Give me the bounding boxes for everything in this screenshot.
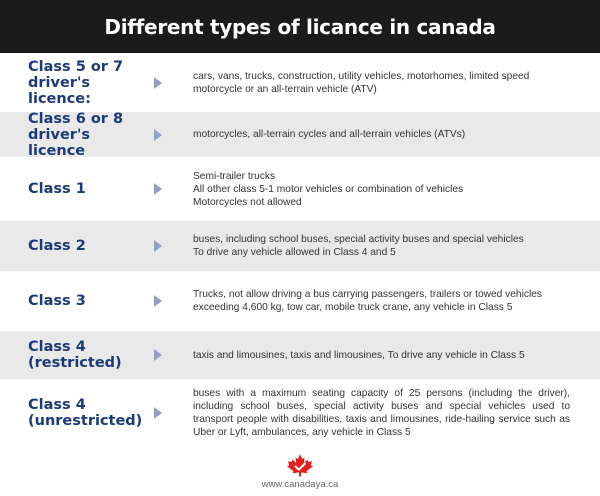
row-description	[193, 349, 570, 362]
row-description	[193, 288, 570, 314]
arrow-right-icon	[154, 77, 162, 89]
arrow-right-icon	[154, 295, 162, 307]
arrow-right-icon	[154, 407, 162, 419]
row-description-line: cars, vans, trucks, construction, utility vehicles, motorhomes, limited speed motorcycle or an all-terrain vehicle (ATV)	[193, 71, 530, 95]
row-description-line: Trucks, not allow driving a bus carrying passengers, trailers or towed vehicles exceeding 4,600 kg, tow car, mobile truck crane, any vehicle in Class 5	[193, 289, 542, 313]
arrow-right-icon	[154, 183, 162, 195]
row-description-line: To drive any vehicle allowed in Class 4 and 5	[193, 247, 396, 258]
site-url: www.canadaya.ca	[261, 479, 339, 490]
row-description-line: motorcycles, all-terrain cycles and all-terrain vehicles (ATVs)	[193, 129, 466, 140]
arrow-right-icon	[154, 349, 162, 361]
row-label	[0, 181, 150, 197]
licence-row-class-4-unrestricted	[0, 384, 600, 442]
row-label-line: driver's licence	[28, 126, 91, 159]
maple-leaf-logo-icon	[285, 453, 315, 477]
licence-row-class-1	[0, 163, 600, 215]
row-description	[193, 70, 570, 96]
row-description	[193, 233, 570, 259]
row-label	[0, 293, 150, 309]
row-label-line: (unrestricted)	[28, 413, 143, 429]
row-label-line: Class 1	[28, 181, 86, 197]
licence-row-class-2	[0, 221, 600, 271]
row-label-line: driver's licence:	[28, 75, 91, 107]
row-label	[0, 238, 150, 254]
licence-row-class-3	[0, 276, 600, 326]
row-label-line: Class 6 or 8	[28, 110, 124, 127]
row-description-line: Semi-trailer trucks	[193, 170, 276, 182]
licence-row-class-4-restricted	[0, 331, 600, 379]
row-label-line: Class 3	[28, 293, 86, 309]
row-label	[0, 111, 150, 159]
row-description-line: Motorcycles not allowed	[193, 196, 302, 208]
row-label	[0, 397, 150, 429]
row-description-line: taxis and limousines, taxis and limousines, To drive any vehicle in Class 5	[193, 349, 525, 361]
row-description	[193, 170, 570, 209]
arrow-right-icon	[154, 240, 162, 252]
row-label-line: Class 4	[28, 397, 86, 413]
row-description-line: buses, including school buses, special activity buses and special vehicles	[193, 234, 524, 245]
licence-row-class-5-7	[0, 60, 600, 106]
row-label	[0, 339, 150, 371]
arrow-right-icon	[154, 129, 162, 141]
row-description-line: All other class 5-1 motor vehicles or combination of vehicles	[193, 183, 464, 195]
row-description	[193, 128, 570, 141]
page-title: Different types of licance in canada	[0, 0, 600, 53]
row-description-line: buses with a maximum seating capacity of 25 persons (including the driver), including school buses, special activity buses and special vehicles used to transport people with disabilities, taxis and limousines, ride-hailing service such as Uber or Lyft, ambulances, any vehicle in Class 5	[193, 388, 570, 438]
row-label	[0, 59, 150, 107]
row-label-line: Class 2	[28, 238, 86, 254]
row-label-line: Class 5 or 7	[28, 59, 124, 75]
row-label-line: (restricted)	[28, 355, 122, 371]
licence-row-class-6-8	[0, 112, 600, 157]
footer	[0, 448, 600, 496]
row-label-line: Class 4	[28, 339, 86, 355]
row-description	[193, 387, 570, 439]
